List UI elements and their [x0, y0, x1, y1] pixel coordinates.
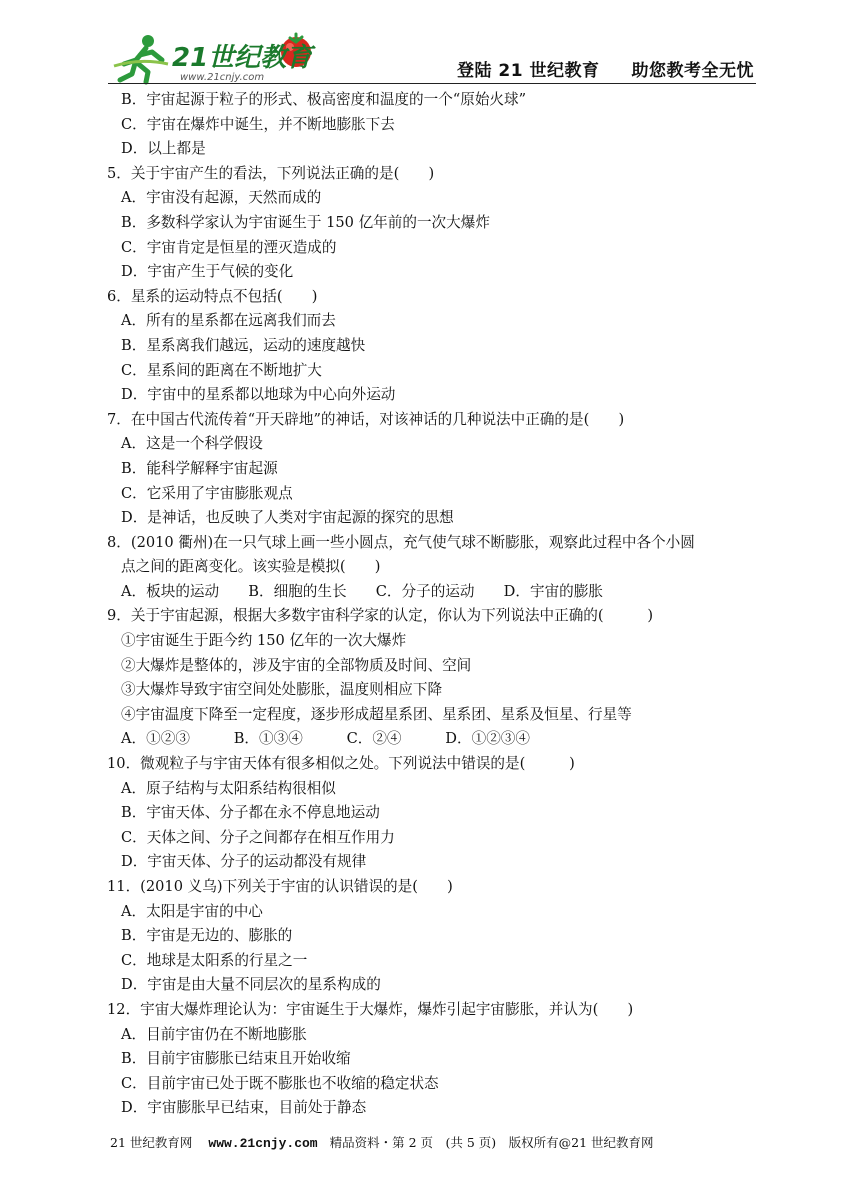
- slogan-right: 助您教考全无忧: [631, 61, 754, 81]
- question-stem: 8．(2010 衢州)在一只气球上画一些小圆点，充气使气球不断膨胀，观察此过程中各个小圆: [107, 533, 695, 551]
- question-stem: 7．在中国古代流传着“开天辟地”的神话，对该神话的几种说法中正确的是( ): [107, 410, 625, 428]
- question-stem: 9．关于宇宙起源，根据大多数宇宙科学家的认定，你认为下列说法中正确的( ): [107, 607, 654, 625]
- logo-url: www.21cnjy.com: [180, 72, 265, 83]
- header-divider: [108, 83, 756, 84]
- answer-option: ③大爆炸导致宇宙空间处处膨胀，温度则相应下降: [121, 681, 443, 699]
- header-slogan: [457, 56, 754, 81]
- answer-option: B．星系离我们越远，运动的速度越快: [121, 336, 366, 354]
- answer-option: ④宇宙温度下降至一定程度，逐步形成超星系团、星系团、星系及恒星、行星等: [121, 705, 632, 723]
- answer-option: A．这是一个科学假设: [121, 435, 263, 453]
- answer-option: A．太阳是宇宙的中心: [121, 902, 263, 920]
- answer-option: B．宇宙是无边的、膨胀的: [121, 927, 293, 945]
- answer-option: B．宇宙天体、分子都在永不停息地运动: [121, 804, 380, 822]
- answer-option: C．地球是太阳系的行星之一: [121, 951, 308, 969]
- answer-option: A．①②③ B．①③④ C．②④ D．①②③④: [121, 730, 530, 748]
- question-stem: 11．(2010 义乌)下列关于宇宙的认识错误的是( ): [107, 878, 453, 895]
- question-stem: 6．星系的运动特点不包括( ): [107, 287, 318, 305]
- logo-text: 21世纪教育: [172, 43, 313, 73]
- answer-option: D．宇宙天体、分子的运动都没有规律: [121, 853, 367, 871]
- answer-option: A．原子结构与太阳系结构很相似: [121, 779, 336, 797]
- slogan-left: 登陆 21 世纪教育: [457, 61, 600, 81]
- answer-option: A．板块的运动 B．细胞的生长 C．分子的运动 D．宇宙的膨胀: [121, 582, 603, 600]
- question-stem: 10．微观粒子与宇宙天体有很多相似之处。下列说法中错误的是( ): [107, 755, 575, 773]
- answer-option: C．天体之间、分子之间都存在相互作用力: [121, 828, 395, 846]
- answer-option: D．宇宙膨胀早已结束，目前处于静态: [121, 1099, 367, 1117]
- footer-site-name: 21 世纪教育网: [110, 1135, 193, 1150]
- answer-option: ②大爆炸是整体的，涉及宇宙的全部物质及时间、空间: [121, 656, 472, 674]
- question-stem-continued: 点之间的距离变化。该实验是模拟( ): [121, 558, 381, 576]
- answer-option: B．能科学解释宇宙起源: [121, 459, 278, 477]
- answer-option: B．目前宇宙膨胀已结束且开始收缩: [121, 1050, 351, 1068]
- answer-option: D．是神话，也反映了人类对宇宙起源的探究的思想: [121, 509, 454, 527]
- answer-option: D．宇宙中的星系都以地球为中心向外运动: [121, 386, 396, 404]
- page-footer: [110, 1133, 654, 1151]
- question-stem: 5．关于宇宙产生的看法，下列说法正确的是( ): [107, 164, 435, 182]
- footer-url[interactable]: www.21cnjy.com: [208, 1136, 318, 1151]
- answer-option: A．宇宙没有起源，天然而成的: [121, 189, 322, 207]
- answer-option: ①宇宙诞生于距今约 150 亿年的一次大爆炸: [121, 632, 407, 650]
- answer-option: C．宇宙在爆炸中诞生，并不断地膨胀下去: [121, 115, 395, 133]
- answer-option: B．宇宙起源于粒子的形式、极高密度和温度的一个“原始火球”: [121, 91, 527, 108]
- answer-option: D．宇宙产生于气候的变化: [121, 263, 294, 281]
- answer-option: B．多数科学家认为宇宙诞生于 150 亿年前的一次大爆炸: [121, 213, 490, 231]
- answer-option: C．星系间的距离在不断地扩大: [121, 361, 322, 379]
- answer-option: A．所有的星系都在远离我们而去: [121, 312, 336, 330]
- answer-option: C．宇宙肯定是恒星的湮灭造成的: [121, 238, 337, 256]
- footer-info: 精品资料・第 2 页 (共 5 页) 版权所有@21 世纪教育网: [329, 1135, 654, 1150]
- page-header: [0, 0, 860, 84]
- answer-option: C．它采用了宇宙膨胀观点: [121, 484, 293, 502]
- answer-option: D．以上都是: [121, 140, 206, 158]
- answer-option: D．宇宙是由大量不同层次的星系构成的: [121, 976, 381, 994]
- question-stem: 12．宇宙大爆炸理论认为：宇宙诞生于大爆炸，爆炸引起宇宙膨胀，并认为( ): [107, 1000, 634, 1018]
- question-list: [107, 88, 762, 1121]
- answer-option: C．目前宇宙已处于既不膨胀也不收缩的稳定状态: [121, 1074, 439, 1092]
- answer-option: A．目前宇宙仍在不断地膨胀: [121, 1025, 307, 1043]
- logo-icon: [110, 30, 320, 86]
